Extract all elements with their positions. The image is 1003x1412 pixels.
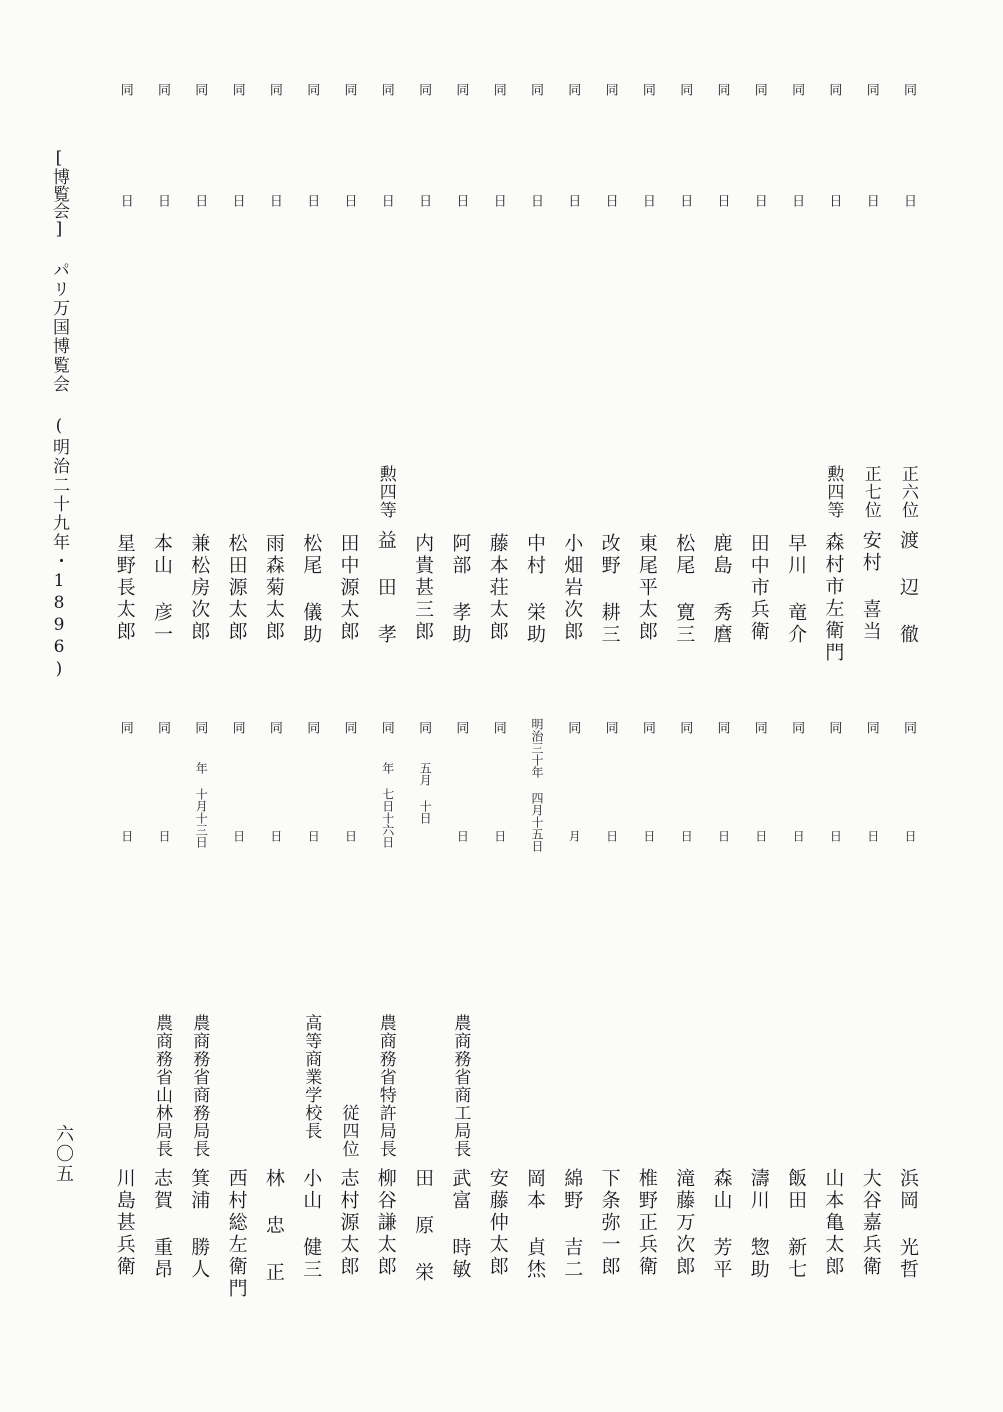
lower-name: 西村総左衛門 [225, 1168, 248, 1300]
lower-date: 年 十月十三日 [194, 762, 209, 848]
upper-name: 雨森菊太郎 [262, 533, 285, 643]
lower-same-mark: 同 [602, 721, 618, 734]
lower-same-mark: 同 [863, 721, 879, 734]
lower-same-mark: 同 [266, 721, 282, 734]
lower-rank: 従四位 [338, 1104, 359, 1158]
upper-name: 藤本荘太郎 [486, 533, 509, 643]
upper-day-mark: 日 [192, 194, 208, 207]
lower-date: 日 [604, 830, 619, 842]
lower-name: 林 忠 正 [262, 1168, 285, 1284]
upper-same-mark: 同 [229, 83, 245, 96]
upper-same-mark: 同 [453, 83, 469, 96]
running-head [50, 148, 67, 681]
upper-same-mark: 同 [639, 83, 655, 96]
lower-date: 日 [119, 830, 134, 842]
upper-same-mark: 同 [751, 83, 767, 96]
upper-day-mark: 日 [341, 194, 357, 207]
lower-date: 日 [306, 830, 321, 842]
lower-name: 飯田 新七 [785, 1168, 808, 1281]
lower-same-mark: 同 [416, 721, 432, 734]
upper-day-mark: 日 [117, 194, 133, 207]
lower-name: 安藤仲太郎 [486, 1168, 509, 1278]
lower-same-mark: 同 [751, 721, 767, 734]
upper-day-mark: 日 [565, 194, 581, 207]
upper-name: 内貴甚三郎 [412, 533, 435, 643]
upper-day-mark: 日 [155, 194, 170, 207]
lower-same-mark: 同 [117, 721, 133, 734]
upper-name: 本山 彦一 [151, 533, 173, 646]
lower-name: 岡本 貞烋 [524, 1168, 546, 1281]
page-number: 六〇五 [53, 1124, 74, 1184]
upper-name: 森村市左衛門 [822, 532, 845, 664]
upper-name: 鹿島 秀麿 [710, 533, 733, 646]
lower-name: 箕浦 勝人 [188, 1168, 211, 1281]
lower-era-mark: 明治三十年 [530, 718, 544, 778]
upper-same-mark: 同 [677, 83, 693, 96]
upper-name: 東尾平太郎 [635, 533, 658, 643]
lower-name: 下条弥一郎 [598, 1168, 621, 1278]
upper-same-mark: 同 [863, 83, 879, 96]
upper-same-mark: 同 [266, 83, 282, 96]
upper-day-mark: 日 [416, 194, 432, 207]
lower-same-mark: 同 [565, 721, 581, 734]
upper-name: 小畑岩次郎 [561, 533, 584, 643]
upper-rank: 勲四等 [375, 465, 396, 519]
lower-same-mark: 同 [453, 721, 469, 734]
upper-name: 兼松房次郎 [188, 533, 211, 643]
lower-date: 四月十五日 [530, 792, 544, 852]
upper-rank: 正七位 [860, 465, 881, 519]
upper-same-mark: 同 [304, 83, 320, 96]
lower-date: 年 七日十六日 [380, 762, 395, 848]
upper-name: 阿部 孝助 [449, 533, 472, 646]
lower-name: 志村源太郎 [337, 1168, 360, 1278]
lower-date: 日 [791, 830, 806, 842]
upper-same-mark: 同 [416, 83, 432, 96]
upper-rank: 正六位 [898, 465, 918, 519]
lower-title: 農商務省商務局長 [189, 1014, 210, 1158]
upper-name: 中村 栄助 [524, 533, 546, 646]
lower-date: 日 [343, 830, 358, 842]
lower-same-mark: 同 [677, 721, 693, 734]
lower-date: 日 [903, 830, 917, 842]
lower-date: 日 [865, 830, 880, 842]
lower-date: 日 [679, 830, 694, 842]
lower-date: 日 [641, 830, 656, 842]
upper-day-mark: 日 [528, 194, 543, 207]
lower-same-mark: 同 [192, 721, 208, 734]
lower-name: 川島甚兵衛 [113, 1168, 136, 1278]
lower-same-mark: 同 [789, 721, 805, 734]
upper-same-mark: 同 [714, 83, 730, 96]
lower-date: 月 [567, 830, 582, 842]
lower-date: 日 [492, 830, 507, 842]
upper-same-mark: 同 [490, 83, 506, 96]
running-head-era: (明治二十九年・1896) [49, 416, 69, 681]
upper-day-mark: 日 [378, 194, 394, 207]
lower-same-mark: 同 [490, 721, 506, 734]
lower-same-mark: 同 [304, 721, 320, 734]
lower-date: 日 [157, 830, 171, 842]
lower-same-mark: 同 [378, 721, 394, 734]
lower-name: 山本亀太郎 [822, 1168, 845, 1278]
upper-name: 田中市兵衛 [747, 533, 770, 643]
upper-name: 星野長太郎 [113, 533, 136, 643]
upper-day-mark: 日 [789, 194, 805, 207]
lower-same-mark: 同 [341, 721, 357, 734]
lower-date: 日 [828, 830, 843, 842]
upper-name: 益 田 孝 [374, 530, 397, 646]
upper-day-mark: 日 [453, 194, 469, 207]
upper-name: 田中源太郎 [337, 533, 360, 643]
running-head-title: パリ万国博覧会 [49, 261, 69, 394]
upper-rank: 勲四等 [823, 465, 844, 519]
upper-day-mark: 日 [602, 194, 618, 207]
upper-day-mark: 日 [639, 194, 655, 207]
lower-same-mark: 同 [639, 721, 655, 734]
lower-title: 高等商業学校長 [301, 1014, 322, 1140]
lower-date: 日 [753, 830, 768, 842]
upper-same-mark: 同 [602, 83, 618, 96]
lower-name: 滝藤万次郎 [673, 1168, 696, 1278]
upper-name: 改野 耕三 [598, 533, 621, 646]
lower-name: 綿野 吉二 [561, 1168, 584, 1281]
upper-day-mark: 日 [304, 194, 320, 207]
lower-same-mark: 同 [901, 721, 916, 734]
lower-same-mark: 同 [229, 721, 245, 734]
upper-same-mark: 同 [528, 83, 543, 96]
running-head-tag: [博覧会] [49, 148, 69, 239]
lower-date: 五月 十日 [418, 762, 433, 824]
lower-name: 田 原 栄 [412, 1168, 435, 1284]
upper-day-mark: 日 [677, 194, 693, 207]
upper-day-mark: 日 [229, 194, 245, 207]
lower-title: 農商務省山林局長 [152, 1014, 172, 1158]
upper-day-mark: 日 [751, 194, 767, 207]
upper-same-mark: 同 [789, 83, 805, 96]
lower-same-mark: 同 [155, 721, 170, 734]
upper-day-mark: 日 [266, 194, 282, 207]
upper-same-mark: 同 [565, 83, 581, 96]
upper-same-mark: 同 [378, 83, 394, 96]
upper-same-mark: 同 [155, 83, 170, 96]
upper-day-mark: 日 [863, 194, 879, 207]
lower-name: 志賀 重昂 [151, 1168, 173, 1281]
lower-same-mark: 同 [714, 721, 730, 734]
upper-same-mark: 同 [901, 83, 916, 96]
upper-same-mark: 同 [117, 83, 133, 96]
lower-title: 農商務省特許局長 [375, 1014, 396, 1158]
lower-name: 森山 芳平 [710, 1168, 733, 1281]
lower-same-mark: 同 [826, 721, 842, 734]
lower-name: 柳谷謙太郎 [374, 1168, 397, 1278]
lower-name: 大谷嘉兵衛 [859, 1168, 882, 1278]
upper-day-mark: 日 [901, 194, 916, 207]
upper-name: 松尾 寛三 [673, 533, 696, 646]
lower-title: 農商務省商工局長 [450, 1014, 471, 1158]
upper-same-mark: 同 [826, 83, 842, 96]
upper-name: 松尾 儀助 [300, 533, 323, 646]
upper-name: 安村 喜当 [859, 530, 882, 643]
lower-date: 日 [268, 830, 283, 842]
upper-same-mark: 同 [192, 83, 208, 96]
upper-day-mark: 日 [826, 194, 842, 207]
lower-name: 小山 健三 [300, 1168, 323, 1281]
upper-day-mark: 日 [490, 194, 506, 207]
lower-date: 日 [231, 830, 246, 842]
upper-name: 渡 辺 徹 [897, 530, 919, 646]
upper-name: 松田源太郎 [225, 533, 248, 643]
lower-name: 浜岡 光哲 [897, 1168, 919, 1281]
lower-date: 日 [455, 830, 470, 842]
lower-date: 日 [716, 830, 731, 842]
upper-same-mark: 同 [341, 83, 357, 96]
lower-name: 濤川 惣助 [747, 1168, 770, 1281]
upper-name: 早川 竜介 [785, 533, 808, 646]
lower-name: 武富 時敏 [449, 1168, 472, 1281]
lower-name: 椎野正兵衛 [635, 1168, 658, 1278]
upper-day-mark: 日 [714, 194, 730, 207]
